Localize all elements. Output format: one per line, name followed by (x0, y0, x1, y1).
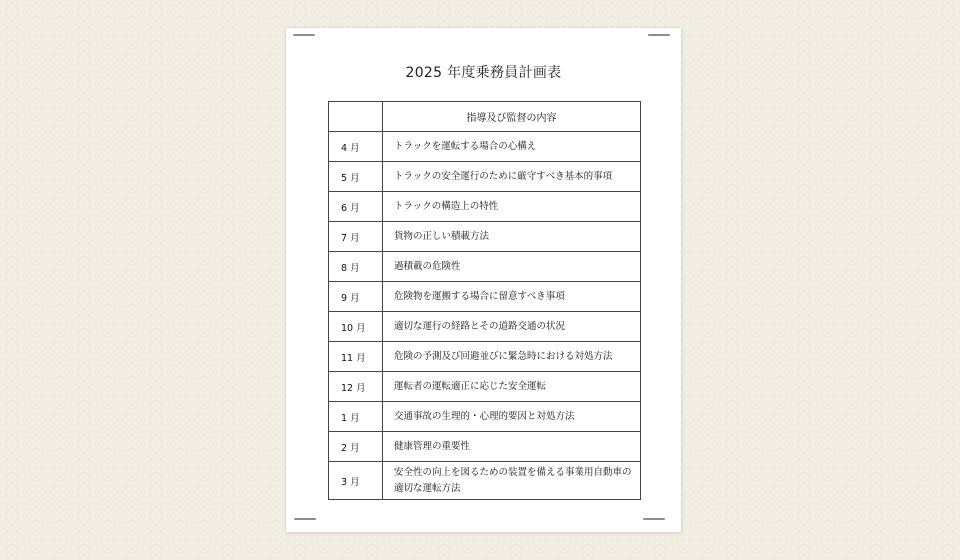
month-column-header (329, 102, 383, 132)
content-cell: トラックの安全運行のために厳守すべき基本的事項 (383, 162, 641, 192)
content-cell: 危険の予測及び回避並びに緊急時における対処方法 (383, 342, 641, 372)
content-cell: トラックの構造上の特性 (383, 192, 641, 222)
corner-pin (294, 518, 316, 520)
corner-pin (648, 34, 670, 36)
content-cell: 健康管理の重要性 (383, 432, 641, 462)
month-cell: 9 月 (329, 282, 383, 312)
content-cell: 過積載の危険性 (383, 252, 641, 282)
table-header-row (329, 102, 641, 132)
table-row (329, 402, 641, 432)
document-sheet (286, 28, 681, 532)
table-row (329, 132, 641, 162)
document-title: 2025 年度乗務員計画表 (405, 65, 562, 81)
corner-pin (643, 518, 665, 520)
plan-table (328, 101, 641, 500)
content-cell: 貨物の正しい積載方法 (383, 222, 641, 252)
month-cell: 4 月 (329, 132, 383, 162)
month-cell: 5 月 (329, 162, 383, 192)
content-cell: 危険物を運搬する場合に留意すべき事項 (383, 282, 641, 312)
content-column-header: 指導及び監督の内容 (383, 102, 641, 132)
month-cell: 12 月 (329, 372, 383, 402)
table-row (329, 372, 641, 402)
month-cell: 3 月 (329, 462, 383, 500)
table-row (329, 222, 641, 252)
table-row (329, 342, 641, 372)
content-cell: 適切な運行の経路とその道路交通の状況 (383, 312, 641, 342)
table-row (329, 462, 641, 500)
month-cell: 2 月 (329, 432, 383, 462)
content-cell: 交通事故の生理的・心理的要因と対処方法 (383, 402, 641, 432)
content-cell: 安全性の向上を図るための装置を備える事業用自動車の適切な運転方法 (383, 462, 641, 500)
corner-pin (293, 34, 315, 36)
month-cell: 1 月 (329, 402, 383, 432)
table-row (329, 192, 641, 222)
table-row (329, 252, 641, 282)
month-cell: 7 月 (329, 222, 383, 252)
month-cell: 10 月 (329, 312, 383, 342)
month-cell: 11 月 (329, 342, 383, 372)
content-cell: トラックを運転する場合の心構え (383, 132, 641, 162)
table-row (329, 312, 641, 342)
content-cell: 運転者の運転適正に応じた安全運転 (383, 372, 641, 402)
month-cell: 8 月 (329, 252, 383, 282)
table-row (329, 282, 641, 312)
table-row (329, 432, 641, 462)
table-row (329, 162, 641, 192)
month-cell: 6 月 (329, 192, 383, 222)
